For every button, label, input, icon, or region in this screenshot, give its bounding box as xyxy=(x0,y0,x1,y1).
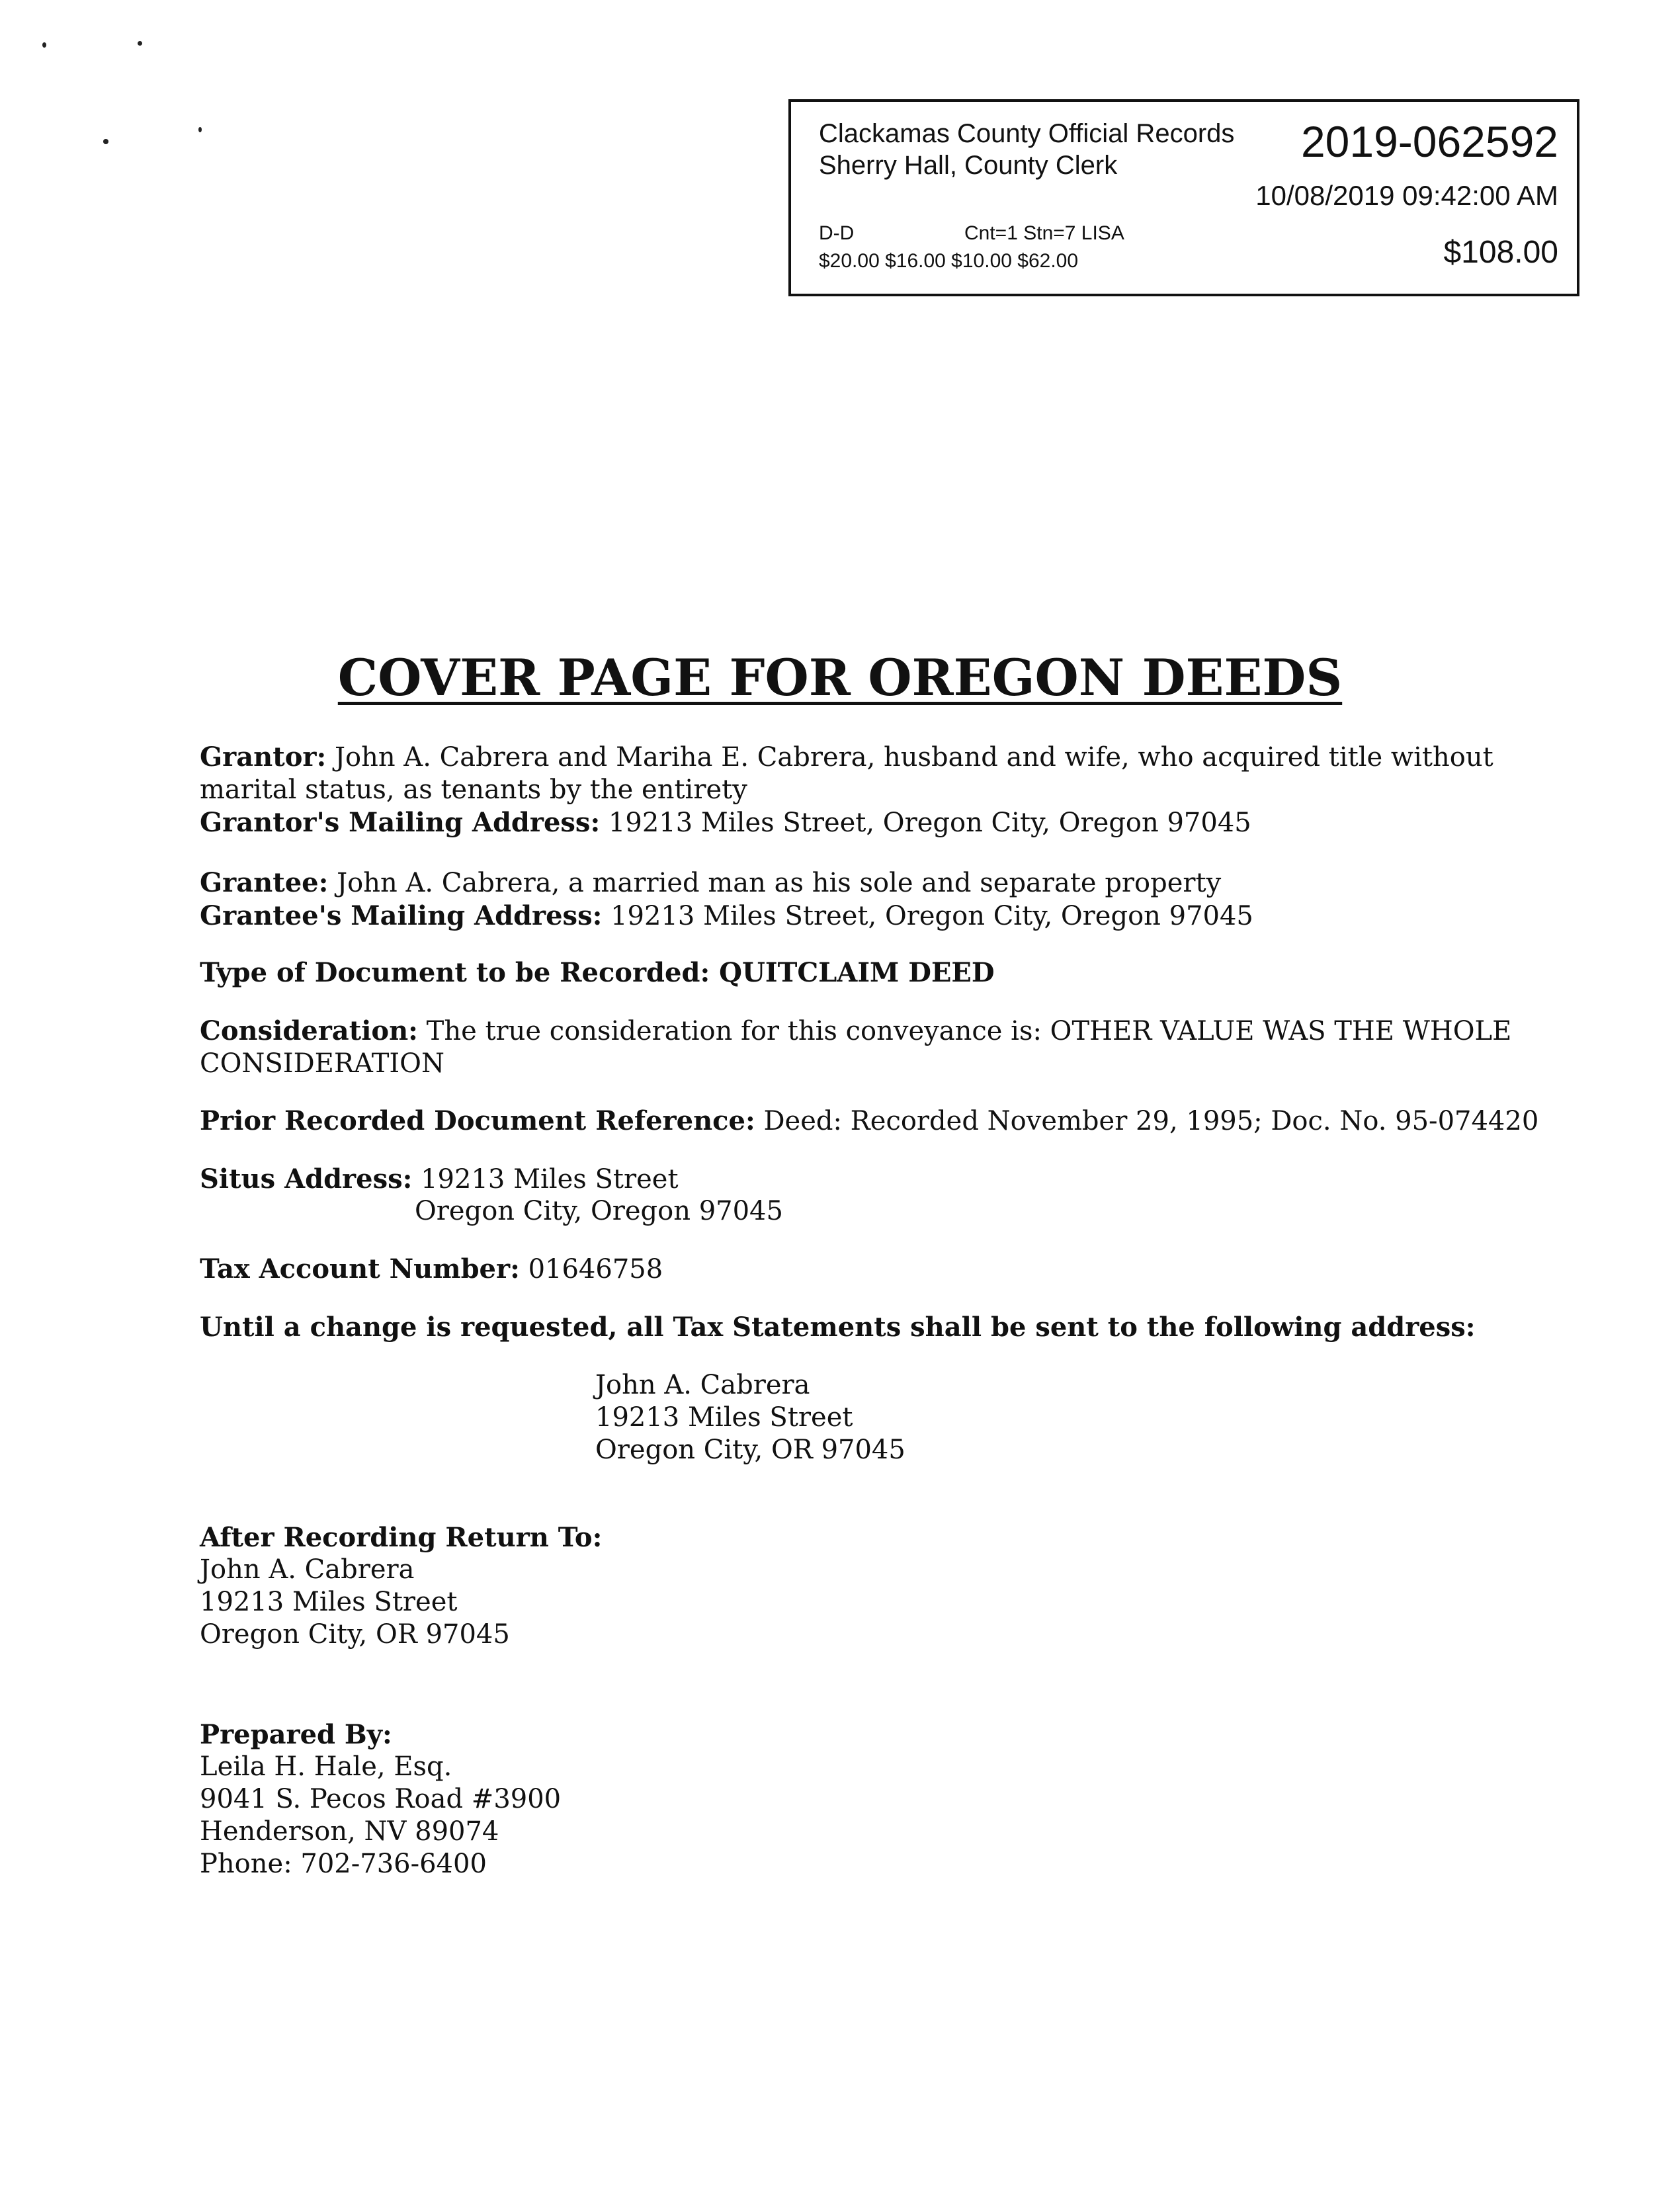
grantee-mailing-line xyxy=(200,900,1253,933)
scan-speck xyxy=(103,139,108,144)
tax-statements-heading xyxy=(200,1311,1476,1343)
grantor-mailing-value: 19213 Miles Street, Oregon City, Oregon 97045 xyxy=(600,808,1251,838)
grantor-section xyxy=(200,741,1493,839)
return-to-name: John A. Cabrera xyxy=(200,1554,415,1585)
prepared-by-label: Prepared By: xyxy=(200,1719,392,1750)
doc-type-line xyxy=(200,956,995,989)
stamp-doc-type: D-D xyxy=(819,222,855,244)
tax-statements-name: John A. Cabrera xyxy=(595,1370,810,1400)
prior-reference-label: Prior Recorded Document Reference: xyxy=(200,1105,755,1136)
county-clerk-label: Sherry Hall, County Clerk xyxy=(819,151,1118,180)
grantee-line xyxy=(200,866,1253,900)
consideration-value-line2: CONSIDERATION xyxy=(200,1048,444,1079)
stamp-total: $108.00 xyxy=(1443,235,1558,270)
document-number: 2019-062592 xyxy=(1300,117,1558,166)
prepared-by-name: Leila H. Hale, Esq. xyxy=(200,1751,452,1782)
tax-statements-label: Until a change is requested, all Tax Statements shall be sent to the following address: xyxy=(200,1312,1476,1343)
doc-type-label: Type of Document to be Recorded: xyxy=(200,957,710,988)
situs-value-line1: 19213 Miles Street xyxy=(412,1164,679,1195)
doc-type-section xyxy=(200,956,995,989)
grantor-line xyxy=(200,741,1493,774)
tax-account-section xyxy=(200,1253,663,1286)
scan-speck xyxy=(198,127,202,132)
grantee-mailing-label: Grantee's Mailing Address: xyxy=(200,900,603,931)
situs-section xyxy=(200,1163,679,1196)
grantor-label: Grantor: xyxy=(200,741,327,773)
situs-value-line2: Oregon City, Oregon 97045 xyxy=(415,1196,783,1226)
prepared-by-phone: Phone: 702-736-6400 xyxy=(200,1849,487,1879)
stamp-counts: Cnt=1 Stn=7 LISA xyxy=(964,222,1124,244)
consideration-line xyxy=(200,1015,1511,1048)
county-records-label: Clackamas County Official Records xyxy=(819,119,1235,148)
consideration-section xyxy=(200,1015,1511,1080)
situs-line xyxy=(200,1163,679,1196)
grantor-value-line2: marital status, as tenants by the entirety xyxy=(200,775,747,805)
prior-reference-line xyxy=(200,1105,1538,1138)
prior-reference-value: Deed: Recorded November 29, 1995; Doc. No. 95-074420 xyxy=(755,1106,1539,1136)
prepared-by-city: Henderson, NV 89074 xyxy=(200,1816,499,1847)
grantee-value: John A. Cabrera, a married man as his sole and separate property xyxy=(328,868,1222,898)
tax-statements-city: Oregon City, OR 97045 xyxy=(595,1435,905,1465)
consideration-value-line1: The true consideration for this conveyance is: OTHER VALUE WAS THE WHOLE xyxy=(417,1016,1512,1046)
return-to-city: Oregon City, OR 97045 xyxy=(200,1619,510,1650)
return-to-label: After Recording Return To: xyxy=(200,1522,603,1553)
tax-account-label: Tax Account Number: xyxy=(200,1253,520,1284)
grantee-label: Grantee: xyxy=(200,867,329,898)
scan-speck xyxy=(42,42,46,48)
scan-speck xyxy=(138,41,142,46)
tax-account-value: 01646758 xyxy=(519,1254,663,1284)
prior-reference-section xyxy=(200,1105,1538,1138)
grantee-mailing-value: 19213 Miles Street, Oregon City, Oregon 97045 xyxy=(602,901,1253,931)
prepared-by-section xyxy=(200,1718,561,1880)
grantor-mailing-line xyxy=(200,806,1493,839)
situs-label: Situs Address: xyxy=(200,1163,413,1195)
consideration-label: Consideration: xyxy=(200,1015,418,1046)
tax-account-line xyxy=(200,1253,663,1286)
tax-statements-address xyxy=(595,1369,905,1466)
doc-type-value: QUITCLAIM DEED xyxy=(710,957,995,988)
return-to-section xyxy=(200,1521,602,1651)
stamp-fees: $20.00 $16.00 $10.00 $62.00 xyxy=(819,250,1079,272)
grantor-value-line1: John A. Cabrera and Mariha E. Cabrera, husband and wife, who acquired title without xyxy=(326,742,1493,773)
return-to-street: 19213 Miles Street xyxy=(200,1587,458,1617)
grantee-section xyxy=(200,866,1253,933)
page-title: COVER PAGE FOR OREGON DEEDS xyxy=(337,648,1343,707)
recording-datetime: 10/08/2019 09:42:00 AM xyxy=(1255,180,1558,211)
prepared-by-street: 9041 S. Pecos Road #3900 xyxy=(200,1784,562,1814)
tax-statements-street: 19213 Miles Street xyxy=(595,1402,853,1433)
recording-stamp xyxy=(788,99,1579,296)
grantor-mailing-label: Grantor's Mailing Address: xyxy=(200,807,601,838)
